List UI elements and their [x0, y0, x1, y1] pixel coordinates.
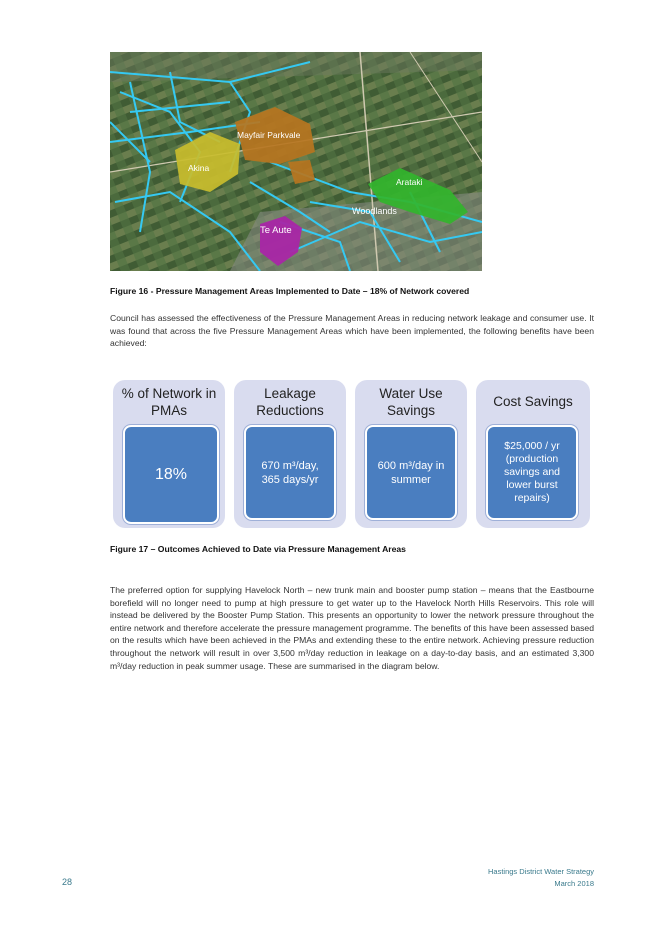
page-number: 28 — [62, 877, 73, 887]
footer-doc-title: Hastings District Water Strategy — [488, 867, 594, 876]
card-value: $25,000 / yr (production savings and lower burst repairs) — [486, 425, 578, 520]
card-network-pct — [113, 380, 225, 528]
map-label-woodlands: Woodlands — [352, 206, 397, 216]
card-water-use — [355, 380, 467, 528]
intro-paragraph: Council has assessed the effectiveness of the Pressure Management Areas in reducing network leakage and consumer use. It was found that across the five Pressure Management Areas which have been implemented, the following benefits have been achieved: — [110, 313, 594, 349]
figure16-caption: Figure 16 - Pressure Management Areas Implemented to Date – 18% of Network covered — [110, 286, 470, 296]
map-label-arataki: Arataki — [396, 177, 423, 187]
card-leakage — [234, 380, 346, 528]
card-title: Leakage Reductions — [256, 386, 324, 418]
card-value: 670 m³/day, 365 days/yr — [244, 425, 336, 520]
map-label-te-aute: Te Aute — [260, 225, 292, 236]
card-cost-savings — [476, 380, 590, 528]
card-title: % of Network in PMAs — [121, 386, 217, 418]
card-title: Cost Savings — [493, 394, 573, 409]
footer-date: March 2018 — [554, 879, 594, 888]
body-paragraph: The preferred option for supplying Havelock North – new trunk main and booster pump station – means that the Eastbourne borefield will no longer need to pump at high pressure to get water up to the Havelock North Hills Reservoirs. This role will instead be delivered by the Booster Pump Station. This presents an opportunity to lower the network pressure throughout the entire network and therefore accelerate the pressure management programme. The benefits of this have been assessed based on the results which have been achieved in the PMAs and extending these to the entire network. Achieving pressure reduction throughout the network will result in over 3,500 m³/day reduction in leakage on a day-to-day basis, and an estimated 3,300 m³/day reduction in peak summer usage. These are summarised in the diagram below. — [110, 585, 594, 671]
card-title: Water Use Savings — [379, 386, 443, 418]
card-value: 600 m³/day in summer — [365, 425, 457, 520]
figure17-caption: Figure 17 – Outcomes Achieved to Date via Pressure Management Areas — [110, 544, 406, 554]
pma-map-image — [110, 52, 482, 271]
map-label-akina: Akina — [188, 163, 210, 173]
outcomes-diagram — [113, 380, 590, 528]
card-value: 18% — [123, 425, 219, 524]
map-label-mayfair: Mayfair Parkvale — [237, 130, 301, 140]
